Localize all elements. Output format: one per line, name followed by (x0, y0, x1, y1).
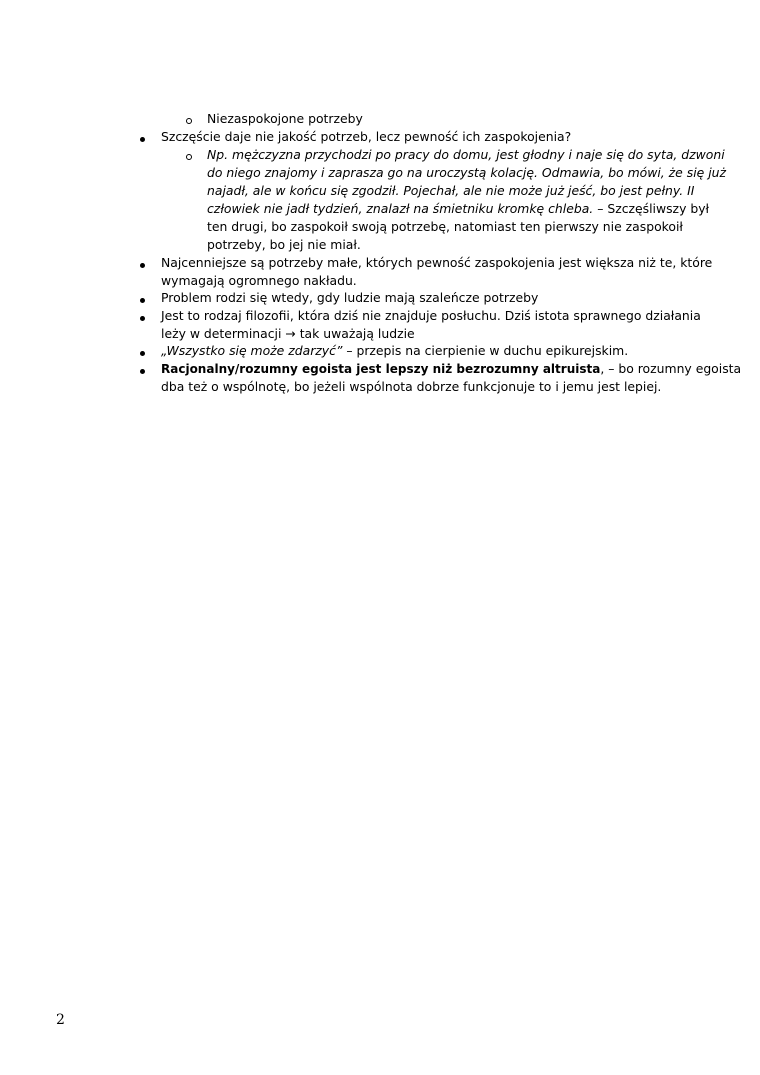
egoist-bold: Racjonalny/rozumny egoista jest lepszy niż bezrozumny altruista (161, 362, 601, 376)
example-line-5: ten drugi, bo zaspokoił swoją potrzebę, natomiast ten pierwszy nie zaspokoił (207, 219, 683, 234)
bullet-small-needs-line-1: Najcenniejsze są potrzeby małe, których pewność zaspokojenia jest większa niż te, które (161, 255, 713, 270)
bullet-happiness-question: Szczęście daje nie jakość potrzeb, lecz pewność ich zaspokojenia? (161, 129, 572, 144)
example-line-6: potrzeby, bo jej nie miał. (207, 237, 361, 252)
example-line-4-regular: – Szczęśliwszy był (593, 201, 710, 216)
sub-item-unmet-needs: Niezaspokojone potrzeby (207, 111, 363, 126)
page-number: 2 (56, 1012, 65, 1028)
sub-bullet-icon (186, 118, 192, 124)
quote-rest: – przepis na cierpienie w duchu epikurejskim. (342, 343, 629, 358)
example-line-4 (207, 201, 710, 216)
bullet-small-needs-line-2: wymagają ogromnego nakładu. (161, 273, 357, 288)
bullet-philosophy-line-2 (161, 326, 701, 341)
example-line-3: najadł, ale w końcu się zgodził. Pojechał, ale nie może już jeść, bo jest pełny. II (207, 183, 695, 198)
philosophy-line-2-pre: leży w determinacji (161, 326, 286, 341)
bullet-quote (161, 343, 701, 358)
bullet-icon (140, 263, 145, 268)
bullet-egoist-line-1 (161, 361, 742, 376)
arrow-right-icon: → (285, 326, 296, 341)
quote-italic: „Wszystko się może zdarzyć” (161, 343, 343, 358)
egoist-rest: , – bo rozumny egoista (600, 361, 742, 376)
bullet-egoist-line-2: dba też o wspólnotę, bo jeżeli wspólnota dobrze funkcjonuje to i jemu jest lepiej. (161, 379, 662, 394)
example-line-1: Np. mężczyzna przychodzi po pracy do domu, jest głodny i naje się do syta, dzwoni (207, 147, 725, 162)
example-line-2: do niego znajomy i zaprasza go na uroczystą kolację. Odmawia, bo mówi, że się już (207, 165, 727, 180)
bullet-icon (140, 369, 145, 374)
bullet-icon (140, 316, 145, 321)
example-line-4-italic: człowiek nie jadł tydzień, znalazł na śmietniku kromkę chleba. (207, 201, 594, 216)
bullet-problem: Problem rodzi się wtedy, gdy ludzie mają szaleńcze potrzeby (161, 290, 539, 305)
bullet-icon (140, 351, 145, 356)
philosophy-line-2-post: tak uważają ludzie (295, 326, 415, 341)
bullet-icon (140, 298, 145, 303)
bullet-icon (140, 137, 145, 142)
sub-bullet-icon (186, 154, 192, 160)
bullet-philosophy-line-1: Jest to rodzaj filozofii, która dziś nie znajduje posłuchu. Dziś istota sprawnego działania (161, 308, 701, 323)
